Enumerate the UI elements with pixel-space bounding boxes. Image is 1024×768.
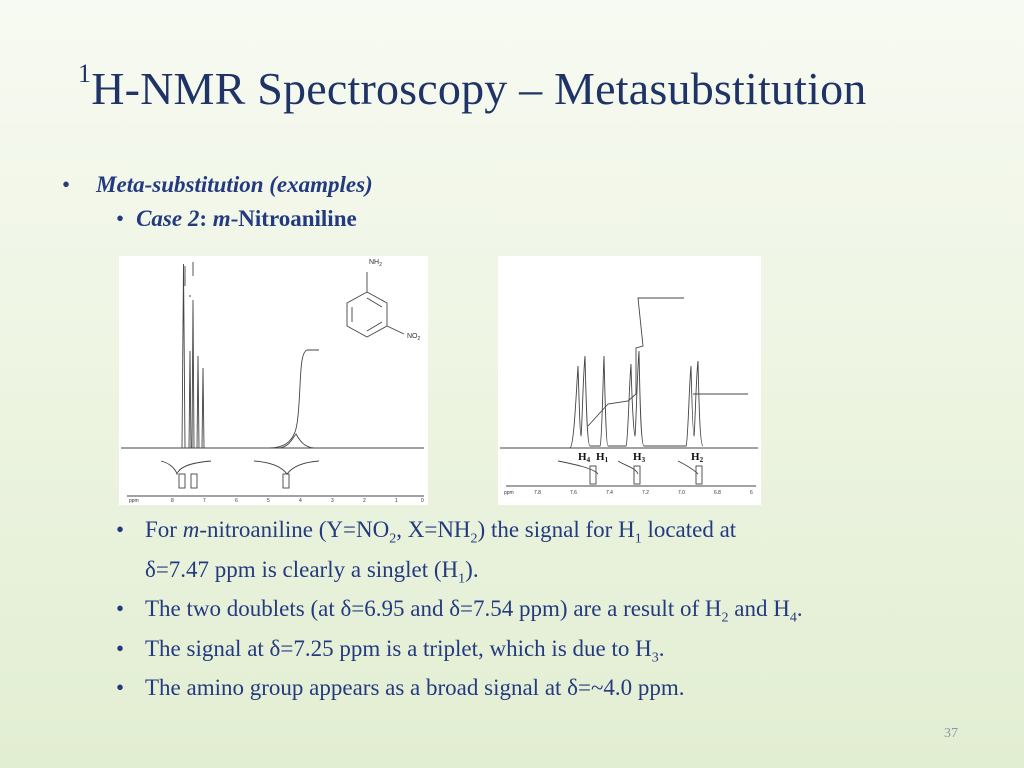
aromatic-peaks	[179, 264, 206, 448]
case-meta-prefix: m	[212, 206, 231, 231]
bullet-item	[116, 594, 803, 634]
text-span: For	[145, 517, 183, 542]
nitro-bond	[387, 326, 404, 334]
tick-label: 7.2	[642, 490, 649, 496]
tick-label: 0	[421, 498, 424, 504]
amine-bracket	[254, 461, 319, 474]
tick-labels	[171, 498, 424, 504]
text-span: and H	[728, 596, 790, 622]
text-span: The amino group appears as a broad signal at δ=~4.0 ppm.	[145, 675, 685, 701]
axis-label: ppm	[129, 498, 139, 504]
integral-curves	[588, 298, 748, 426]
text-span: -nitroaniline (Y=NO	[199, 517, 390, 542]
benzene-double-bonds	[352, 298, 382, 331]
aromatic-bracket	[161, 461, 211, 474]
peak-label-h3: H3	[633, 451, 646, 464]
tick-label: 7.8	[534, 490, 541, 496]
peak-label-h1: H1	[596, 451, 609, 464]
slide-title	[78, 58, 867, 115]
title-text: H-NMR Spectroscopy – Metasubstitution	[91, 63, 867, 114]
bullet-case-2	[116, 206, 357, 232]
text-span: .	[796, 596, 803, 622]
bullet-dot: •	[116, 596, 125, 622]
subscript: 2	[470, 531, 478, 547]
observation-bullets	[116, 515, 803, 703]
integral-box-3	[696, 466, 702, 484]
tick-label: 4	[299, 498, 302, 504]
spectrum-zoom-svg	[498, 256, 761, 505]
tick-label: 2	[363, 498, 366, 504]
tick-label: 5	[267, 498, 270, 504]
case-compound-name: -Nitroaniline	[230, 206, 357, 231]
tick-label: 7.0	[678, 490, 685, 496]
nmr-spectrum-full	[119, 256, 428, 505]
bullet-meta-substitution	[62, 172, 373, 198]
title-superscript: 1	[78, 58, 92, 88]
text-span: ).	[465, 556, 479, 582]
tick-label: 6	[235, 498, 238, 504]
aromatic-multiplets	[570, 351, 703, 448]
case-colon: :	[199, 206, 213, 231]
text-italic: m	[182, 517, 200, 542]
subscript: 4	[789, 610, 797, 626]
bullet-item	[116, 673, 803, 703]
page-number: 37	[944, 726, 958, 741]
tick-label: 1	[395, 498, 398, 504]
tick-label: 7	[203, 498, 206, 504]
bullet-item	[116, 634, 803, 674]
tick-label: 6.8	[714, 490, 721, 496]
subscript: 2	[721, 610, 729, 626]
tick-label: 6	[750, 490, 753, 496]
integral-box-3	[283, 474, 289, 488]
amine-integral-curve	[269, 350, 319, 448]
benzene-ring	[347, 292, 387, 337]
integral-box-1	[590, 466, 596, 484]
bullet-dot: •	[62, 172, 71, 197]
tick-label: 7.4	[606, 490, 613, 496]
tick-label: 8	[171, 498, 174, 504]
amine-label: $NH_2$	[369, 259, 382, 268]
text-span: The signal at δ=7.25 ppm is a triplet, which is due to H	[145, 635, 652, 661]
bullet-dot: •	[116, 206, 125, 231]
bullet-text: Meta-substitution (examples)	[96, 172, 373, 197]
text-span: .	[658, 635, 665, 661]
text-span: ) the signal for H	[477, 517, 635, 542]
bullet-dot: •	[116, 635, 125, 661]
text-span: The two doublets (at δ=6.95 and δ=7.54 ppm) are a result of H	[145, 596, 722, 622]
aromatic-integral	[185, 262, 193, 296]
peak-label-h4: H4	[578, 451, 591, 464]
integral-box-2	[634, 466, 640, 484]
bullet-dot: •	[116, 517, 125, 542]
text-span: , X=NH	[396, 517, 471, 542]
subscript: 1	[634, 531, 642, 547]
bullet-item	[116, 515, 803, 594]
tick-labels	[504, 490, 753, 496]
case-label: Case 2	[136, 206, 200, 231]
peak-label-h2: H2	[691, 451, 704, 464]
spectrum-full-svg	[119, 256, 428, 505]
tick-label: 7.6	[570, 490, 577, 496]
nmr-spectrum-aromatic-zoom	[498, 256, 761, 505]
bullet-dot: •	[116, 675, 125, 701]
integral-box-1	[179, 474, 185, 488]
text-span: δ=7.47 ppm is clearly a singlet (H	[145, 556, 459, 582]
axis-label: ppm	[504, 490, 514, 496]
subscript: 3	[651, 650, 659, 666]
integral-box-2	[191, 474, 197, 488]
subscript: 1	[458, 571, 466, 587]
amine-broad-peak	[279, 434, 314, 448]
tick-label: 3	[331, 498, 334, 504]
nitro-label: $NO_2$	[407, 333, 421, 342]
subscript: 2	[389, 531, 397, 547]
text-span: located at	[641, 517, 737, 542]
